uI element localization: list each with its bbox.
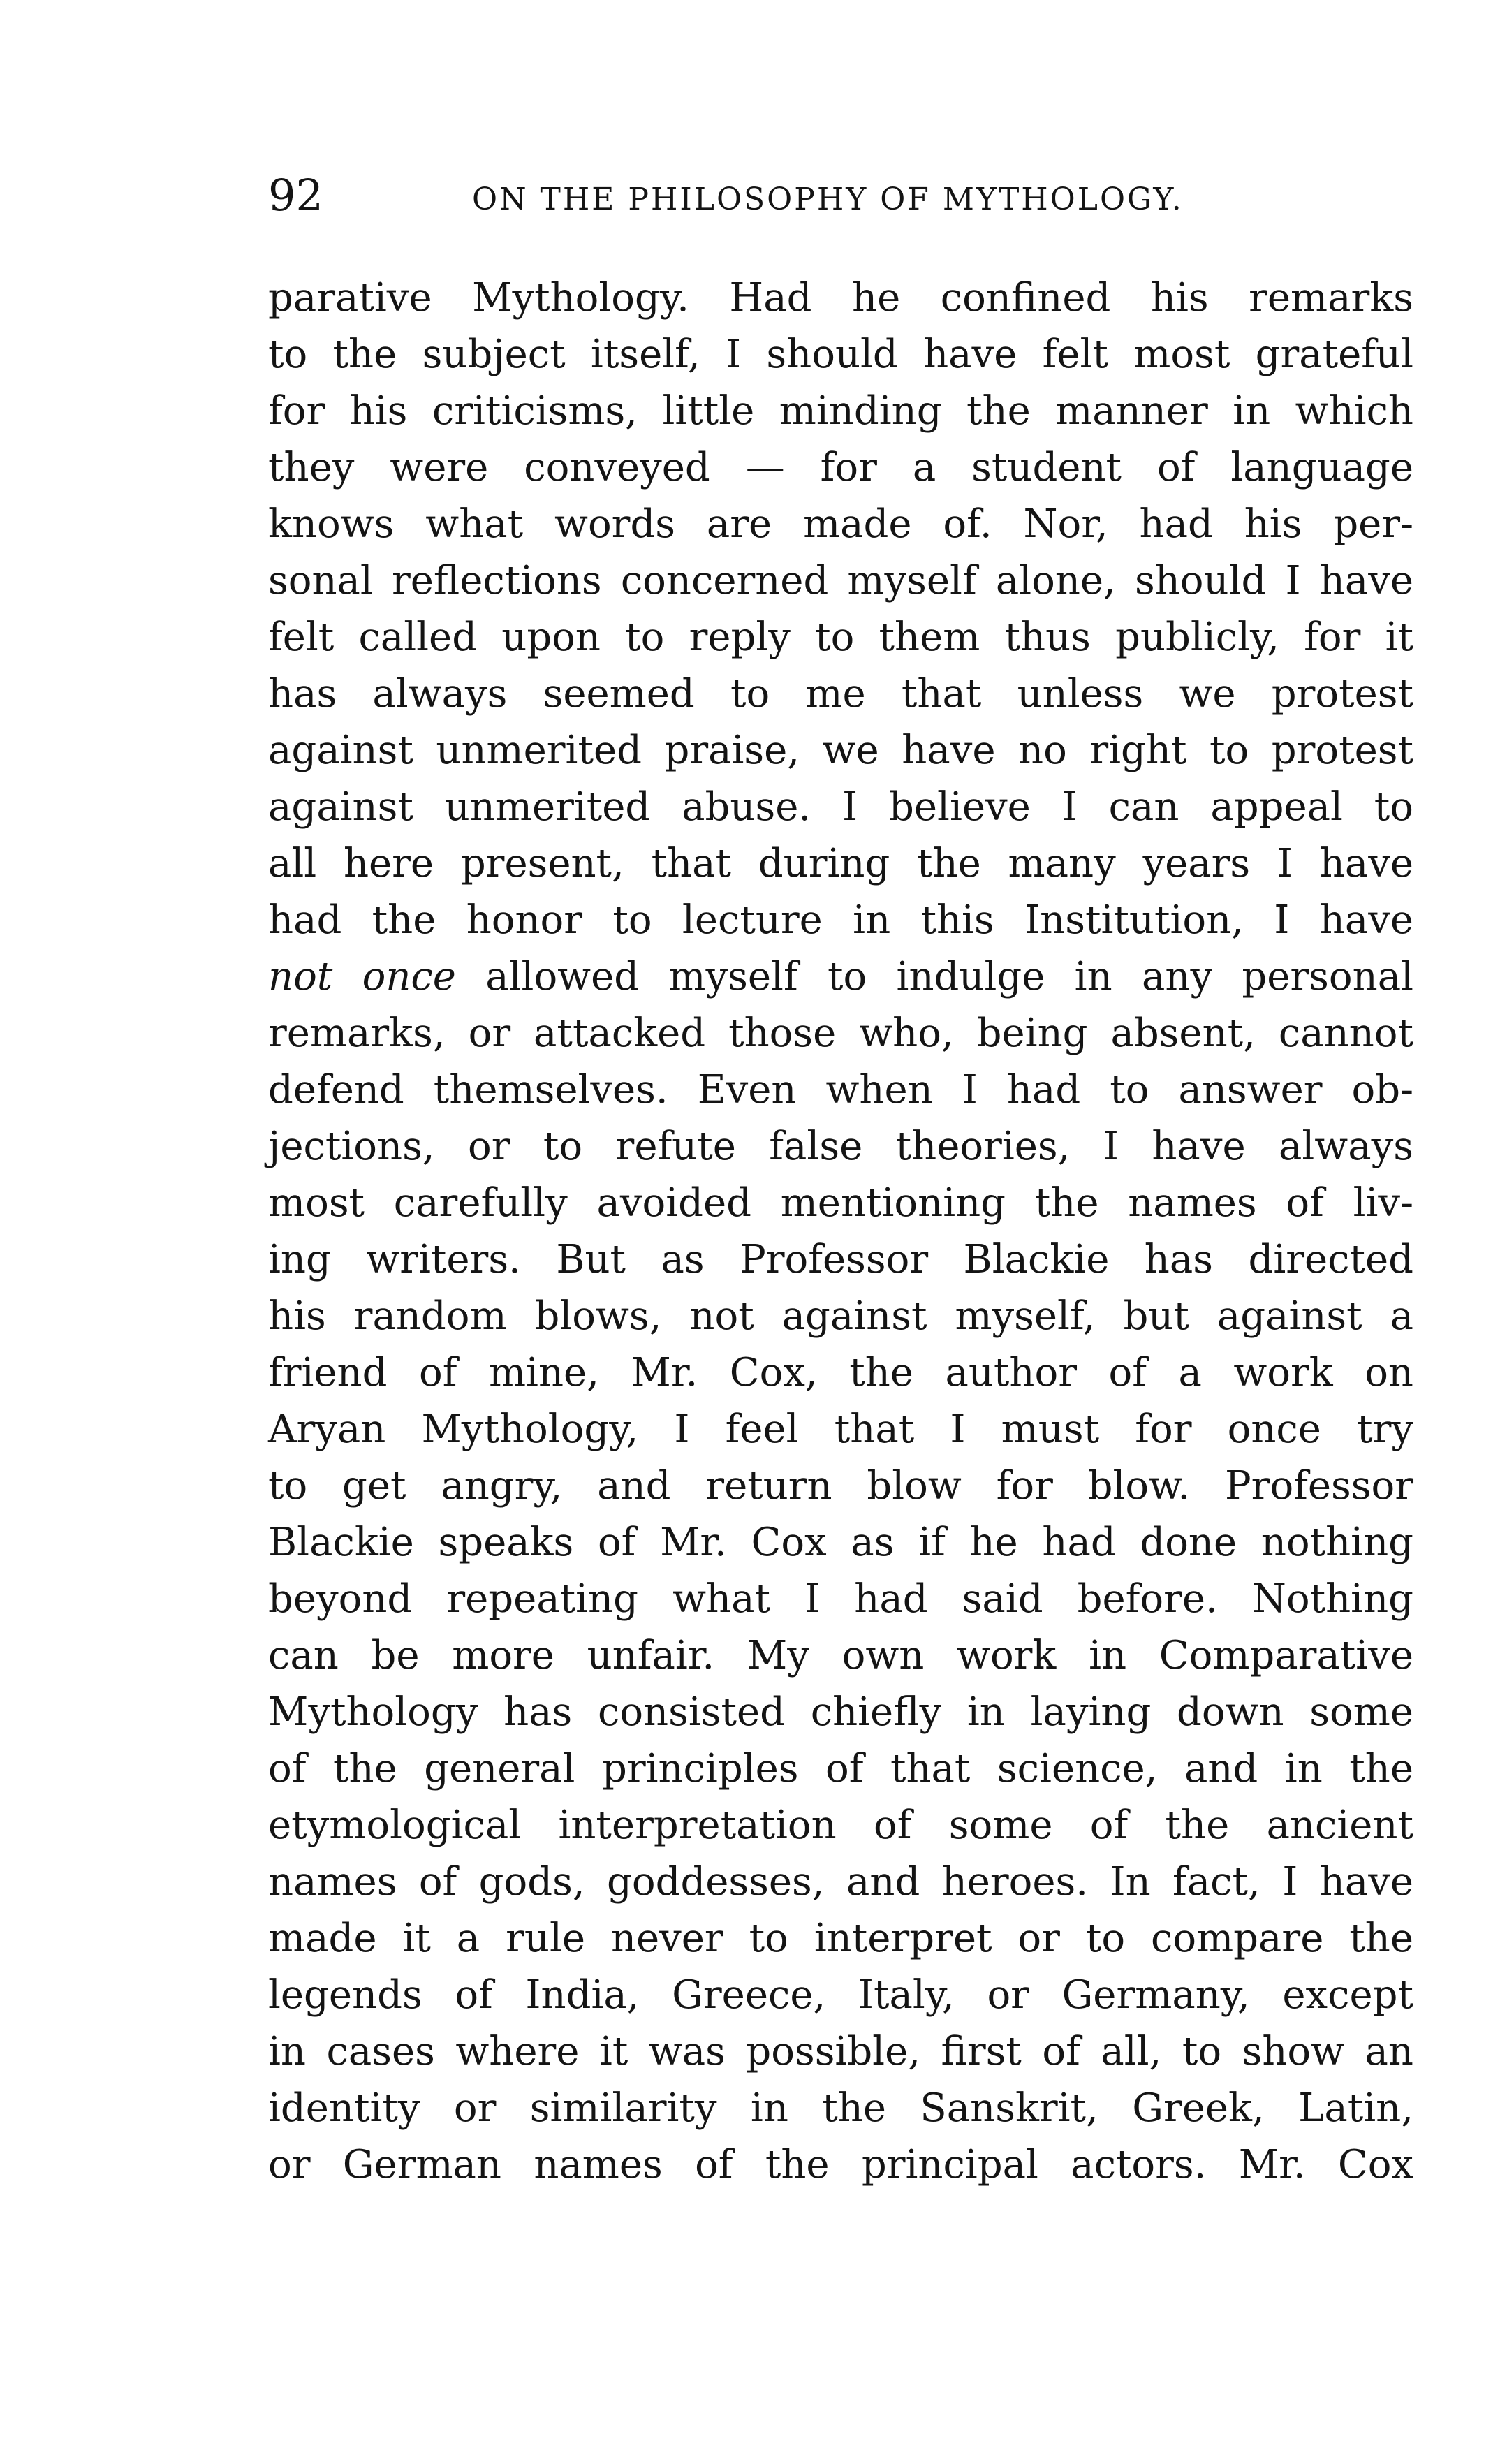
text-line: in cases where it was possible, first of all, to show an bbox=[268, 2029, 1413, 2074]
text-line: or German names of the principal actors. Mr. Cox bbox=[268, 2142, 1413, 2187]
text-line: remarks, or attacked those who, being absent, cannot bbox=[268, 1011, 1413, 1056]
text-line: Aryan Mythology, I feel that I must for once try bbox=[268, 1407, 1413, 1452]
text-line: of the general principles of that science, and in the bbox=[268, 1746, 1413, 1791]
running-title: ON THE PHILOSOPHY OF MYTHOLOGY. bbox=[472, 182, 1184, 217]
text-line: identity or similarity in the Sanskrit, Greek, Latin, bbox=[268, 2085, 1413, 2131]
text-line: ing writers. But as Professor Blackie has directed bbox=[268, 1237, 1413, 1282]
text-line: jections, or to refute false theories, I have always bbox=[268, 1124, 1413, 1169]
text-line: beyond repeating what I had said before. Nothing bbox=[268, 1576, 1413, 1622]
page-number: 92 bbox=[268, 170, 323, 221]
line-remainder: allowed myself to indulge in any personal bbox=[455, 954, 1413, 999]
text-line-with-italics bbox=[268, 948, 1413, 1005]
text-line: defend themselves. Even when I had to answer ob- bbox=[268, 1067, 1413, 1113]
text-line: against unmerited praise, we have no right to protest bbox=[268, 728, 1413, 773]
text-line: names of gods, goddesses, and heroes. In fact, I have bbox=[268, 1859, 1413, 1905]
text-line: can be more unfair. My own work in Comparative bbox=[268, 1633, 1413, 1678]
text-line: etymological interpretation of some of the ancient bbox=[268, 1803, 1413, 1848]
text-line: for his criticisms, little minding the manner in which bbox=[268, 388, 1413, 434]
text-line: against unmerited abuse. I believe I can appeal to bbox=[268, 784, 1413, 830]
text-line: his random blows, not against myself, but against a bbox=[268, 1293, 1413, 1339]
text-line: Blackie speaks of Mr. Cox as if he had done nothing bbox=[268, 1520, 1413, 1565]
body-text bbox=[268, 270, 1413, 2193]
text-line: they were conveyed — for a student of language bbox=[268, 445, 1413, 490]
text-line: most carefully avoided mentioning the names of liv- bbox=[268, 1180, 1413, 1226]
text-line: to the subject itself, I should have felt most grateful bbox=[268, 332, 1413, 377]
text-line: Mythology has consisted chiefly in laying down some bbox=[268, 1689, 1413, 1735]
italic-phrase: not once bbox=[268, 954, 456, 999]
text-line: felt called upon to reply to them thus publicly, for it bbox=[268, 615, 1413, 660]
text-line: friend of mine, Mr. Cox, the author of a work on bbox=[268, 1350, 1413, 1395]
running-head bbox=[268, 168, 1413, 223]
text-line: legends of India, Greece, Italy, or Germany, except bbox=[268, 1972, 1413, 2018]
text-line: had the honor to lecture in this Institution, I have bbox=[268, 897, 1413, 943]
text-line: sonal reflections concerned myself alone, should I have bbox=[268, 558, 1413, 603]
text-line: knows what words are made of. Nor, had his per- bbox=[268, 501, 1413, 547]
text-line: all here present, that during the many years I have bbox=[268, 841, 1413, 886]
text-line: to get angry, and return blow for blow. Professor bbox=[268, 1463, 1413, 1509]
text-line: has always seemed to me that unless we protest bbox=[268, 671, 1413, 717]
text-line: parative Mythology. Had he confined his remarks bbox=[268, 275, 1413, 321]
text-line: made it a rule never to interpret or to compare the bbox=[268, 1916, 1413, 1961]
